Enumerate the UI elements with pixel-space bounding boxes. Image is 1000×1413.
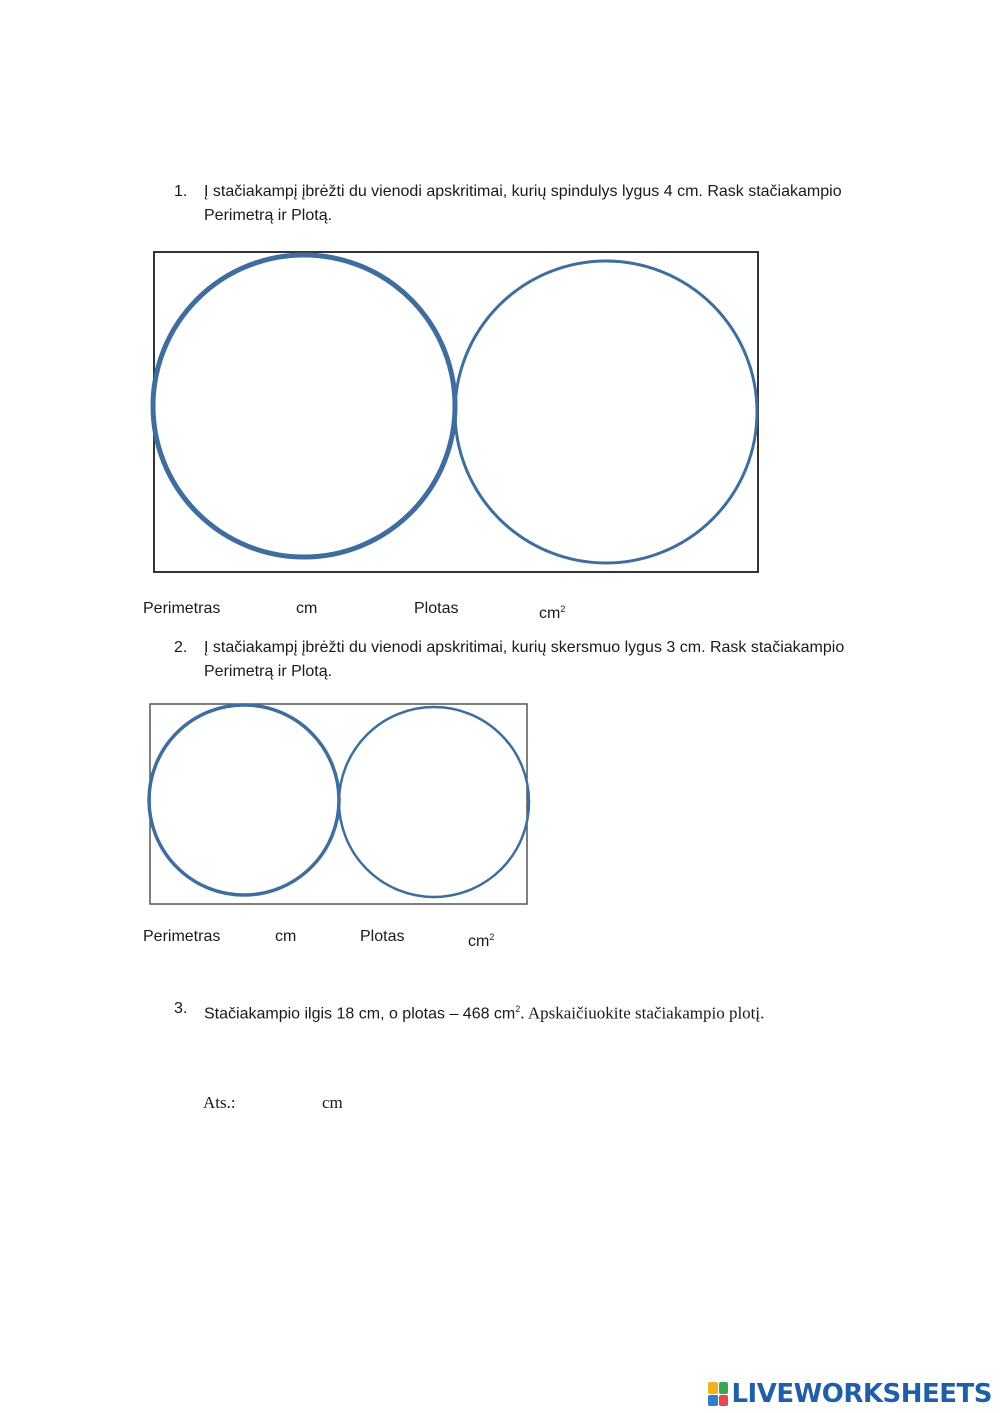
right-circle-shape (339, 707, 529, 897)
task-text-line-2: Perimetrą ir Plotą. (204, 207, 333, 224)
area-unit-superscript: 2 (560, 604, 566, 614)
answer-unit: cm (322, 1093, 343, 1112)
task-1-prompt (174, 180, 934, 230)
area-label: Plotas (414, 600, 459, 617)
perimeter-unit: cm (296, 600, 318, 617)
task-1-figure (148, 242, 764, 578)
task-text-line-1: Į stačiakampį įbrėžti du vienodi apskritimai, kurių spindulys lygus 4 cm. Rask stačiakampio (204, 183, 842, 200)
width-answer-input[interactable] (243, 1089, 323, 1115)
area-label: Plotas (360, 928, 405, 945)
liveworksheets-logo (708, 1379, 992, 1409)
task-text-line-1: Į stačiakampį įbrėžti du vienodi apskritimai, kurių skersmuo lygus 3 cm. Rask stačiakampio (204, 639, 845, 656)
answer-label: Ats.: (203, 1093, 236, 1112)
task-text-superscript: 2 (515, 1004, 521, 1014)
left-circle-shape (153, 255, 455, 557)
task-number: 3. (174, 1000, 188, 1017)
perimeter-label: Perimetras (143, 928, 221, 945)
task-number: 2. (174, 639, 188, 656)
area-unit-text: cm (539, 605, 561, 622)
task-3-prompt (174, 997, 934, 1025)
task-2-answer-row (143, 927, 543, 949)
left-circle-shape (149, 705, 339, 895)
area-answer-input[interactable] (413, 923, 469, 949)
task-3-answer-row (203, 1093, 403, 1115)
task-number: 1. (174, 183, 188, 200)
task-1-answer-row (143, 599, 643, 621)
right-circle-shape (455, 261, 757, 563)
task-text-part-2: . Apskaičiuokite stačiakampio plotį. (520, 1003, 765, 1023)
perimeter-answer-input[interactable] (229, 595, 299, 621)
task-text-line-2: Perimetrą ir Plotą. (204, 663, 333, 680)
area-unit (539, 599, 565, 624)
perimeter-answer-input[interactable] (229, 923, 277, 949)
task-text-part-1: Stačiakampio ilgis 18 cm, o plotas – 468 cm (204, 1005, 516, 1023)
task-text (204, 997, 764, 1026)
perimeter-unit: cm (275, 928, 297, 945)
liveworksheets-logo-icon (708, 1382, 728, 1406)
task-2-prompt (174, 636, 934, 686)
area-answer-input[interactable] (465, 595, 541, 621)
task-2-figure (146, 700, 532, 910)
area-unit (468, 927, 494, 952)
area-unit-superscript: 2 (489, 932, 495, 942)
perimeter-label: Perimetras (143, 600, 221, 617)
logo-text: LIVEWORKSHEETS (731, 1379, 992, 1409)
area-unit-text: cm (468, 933, 490, 950)
